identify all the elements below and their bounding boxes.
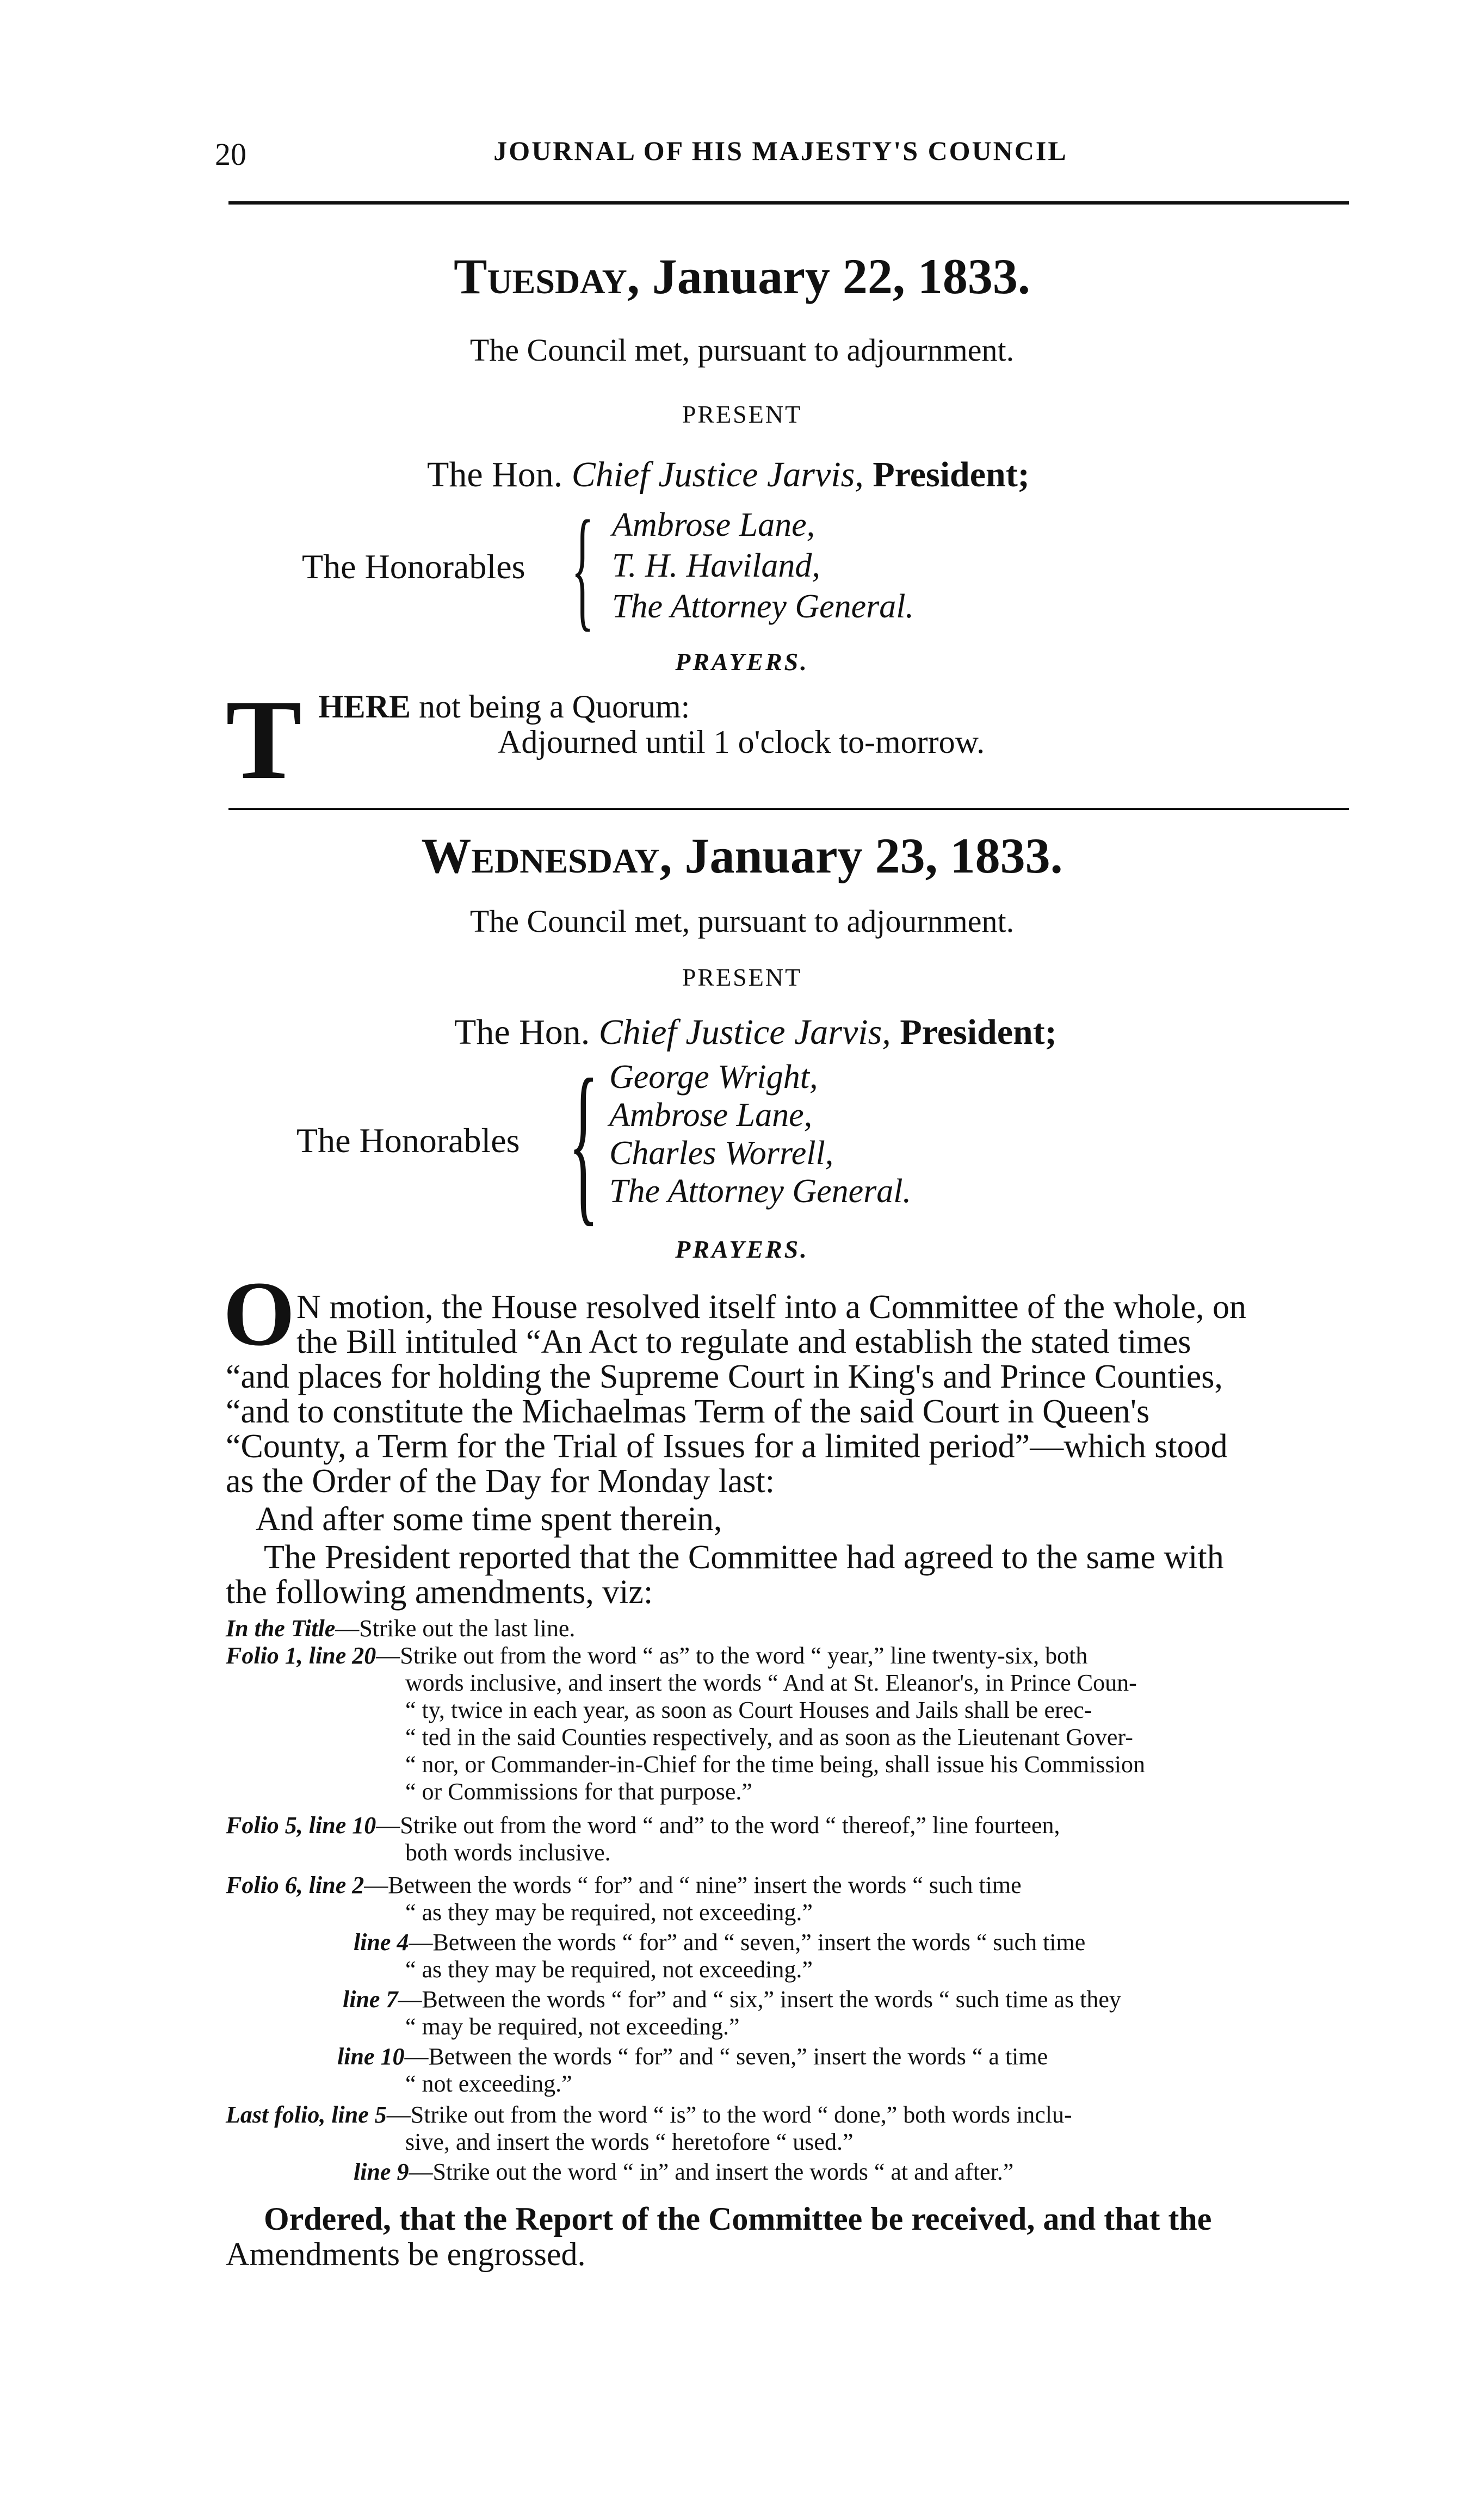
day2-president-line bbox=[454, 1012, 1057, 1053]
amendment-line: Last folio, line 5—Strike out from the word “ is” to the word “ done,” both words inclu- bbox=[226, 2101, 1072, 2128]
day2-heading-date: January 23, 1833. bbox=[684, 828, 1063, 883]
day1-text-line1-rest: not being a Quorum: bbox=[419, 689, 690, 725]
ordered-line: Amendments be engrossed. bbox=[226, 2236, 586, 2272]
amendment-line: sive, and insert the words “ heretofore “ used.” bbox=[405, 2129, 854, 2155]
day1-cap-rest: HERE bbox=[318, 689, 411, 725]
amendment-line: “ nor, or Commander-in-Chief for the time being, shall issue his Commission bbox=[405, 1751, 1145, 1778]
amendment-line: both words inclusive. bbox=[405, 1839, 611, 1866]
amendment-line: “ may be required, not exceeding.” bbox=[405, 2013, 740, 2040]
day2-met: The Council met, pursuant to adjournment. bbox=[469, 904, 1015, 939]
day2-prayers: PRAYERS. bbox=[675, 1235, 809, 1263]
day2-heading-day: Wednesday, bbox=[421, 828, 672, 883]
amendment-line: “ or Commissions for that purpose.” bbox=[405, 1778, 752, 1805]
section-rule bbox=[228, 808, 1349, 810]
amendment-line: “ as they may be required, not exceeding.” bbox=[405, 1899, 813, 1926]
day1-honorables-label: The Honorables bbox=[302, 547, 525, 586]
running-title: JOURNAL OF HIS MAJESTY'S COUNCIL bbox=[493, 135, 1068, 166]
day1-hon-name: Chief Justice Jarvis, bbox=[571, 455, 864, 494]
amendment-line: line 9—Strike out the word “ in” and insert the words “ at and after.” bbox=[354, 2158, 1014, 2185]
day2-paragraph-line: as the Order of the Day for Monday last: bbox=[226, 1463, 775, 1500]
day2-brace: { bbox=[568, 1043, 599, 1241]
day1-hon-label: The Hon. bbox=[427, 455, 563, 494]
day2-paragraph-line: the Bill intituled “An Act to regulate and establish the stated times bbox=[296, 1323, 1191, 1360]
day1-heading bbox=[0, 248, 1484, 305]
day1-text-line2: Adjourned until 1 o'clock to-morrow. bbox=[498, 724, 985, 760]
day2-present: PRESENT bbox=[682, 963, 802, 991]
day2-honorables-label: The Honorables bbox=[296, 1121, 520, 1160]
amendment-line: “ ty, twice in each year, as soon as Court Houses and Jails shall be erec- bbox=[405, 1697, 1092, 1723]
day1-present: PRESENT bbox=[682, 400, 802, 428]
day2-hon-name: Chief Justice Jarvis, bbox=[598, 1012, 891, 1052]
day1-heading-date: January 22, 1833. bbox=[652, 249, 1030, 304]
day2-after-line: And after some time spent therein, bbox=[256, 1501, 722, 1538]
day1-president-line bbox=[427, 454, 1030, 496]
amendment-line: Folio 1, line 20—Strike out from the word “ as” to the word “ year,” line twenty-six, both bbox=[226, 1642, 1088, 1669]
amendment-line: Folio 6, line 2—Between the words “ for” and “ nine” insert the words “ such time bbox=[226, 1872, 1022, 1898]
header-rule bbox=[228, 201, 1349, 205]
amendment-line: “ not exceeding.” bbox=[405, 2070, 572, 2097]
day1-member: The Attorney General. bbox=[612, 588, 914, 625]
day1-met: The Council met, pursuant to adjournment. bbox=[469, 332, 1015, 368]
day1-heading-day: Tuesday, bbox=[454, 249, 640, 304]
day2-report-line: The President reported that the Committee had agreed to the same with bbox=[264, 1539, 1224, 1576]
ordered-line: Ordered, that the Report of the Committee be received, and that the bbox=[264, 2201, 1212, 2237]
amendment-line: words inclusive, and insert the words “ And at St. Eleanor's, in Prince Coun- bbox=[405, 1669, 1137, 1696]
day2-member: Charles Worrell, bbox=[609, 1135, 834, 1172]
amendment-line: line 10—Between the words “ for” and “ seven,” insert the words “ a time bbox=[337, 2043, 1048, 2070]
day1-prayers: PRAYERS. bbox=[675, 648, 809, 676]
day1-brace: { bbox=[571, 493, 594, 644]
amendment-line: Folio 5, line 10—Strike out from the word “ and” to the word “ thereof,” line fourteen, bbox=[226, 1812, 1060, 1839]
day2-hon-title: President; bbox=[900, 1012, 1057, 1052]
day2-member: The Attorney General. bbox=[609, 1173, 912, 1210]
amendment-line: In the Title—Strike out the last line. bbox=[226, 1615, 576, 1642]
day2-paragraph-line: “and places for holding the Supreme Court in King's and Prince Counties, bbox=[226, 1358, 1223, 1395]
day2-paragraph-line: N motion, the House resolved itself into a Committee of the whole, on bbox=[296, 1289, 1247, 1326]
amendment-line: line 4—Between the words “ for” and “ seven,” insert the words “ such time bbox=[354, 1929, 1086, 1956]
amendment-line: line 7—Between the words “ for” and “ six,” insert the words “ such time as they bbox=[343, 1986, 1121, 2013]
day1-dropcap: T bbox=[226, 677, 302, 803]
day1-member: T. H. Haviland, bbox=[612, 547, 820, 584]
day2-member: George Wright, bbox=[609, 1059, 818, 1096]
page-number: 20 bbox=[215, 137, 246, 172]
day2-report-line: the following amendments, viz: bbox=[226, 1574, 653, 1611]
day1-member: Ambrose Lane, bbox=[612, 506, 815, 543]
day2-paragraph-line: “County, a Term for the Trial of Issues for a limited period”—which stood bbox=[226, 1428, 1228, 1465]
day2-dropcap: O bbox=[223, 1263, 295, 1365]
amendment-line: “ ted in the said Counties respectively, and as soon as the Lieutenant Gover- bbox=[405, 1724, 1133, 1750]
amendment-line: “ as they may be required, not exceeding.” bbox=[405, 1956, 813, 1983]
running-header bbox=[215, 125, 1346, 190]
day2-paragraph-line: “and to constitute the Michaelmas Term of the said Court in Queen's bbox=[226, 1393, 1150, 1430]
day2-heading bbox=[0, 827, 1484, 884]
day1-text-line1 bbox=[318, 688, 690, 726]
day2-member: Ambrose Lane, bbox=[609, 1097, 813, 1134]
day1-hon-title: President; bbox=[873, 455, 1030, 494]
day2-hon-label: The Hon. bbox=[454, 1012, 590, 1052]
